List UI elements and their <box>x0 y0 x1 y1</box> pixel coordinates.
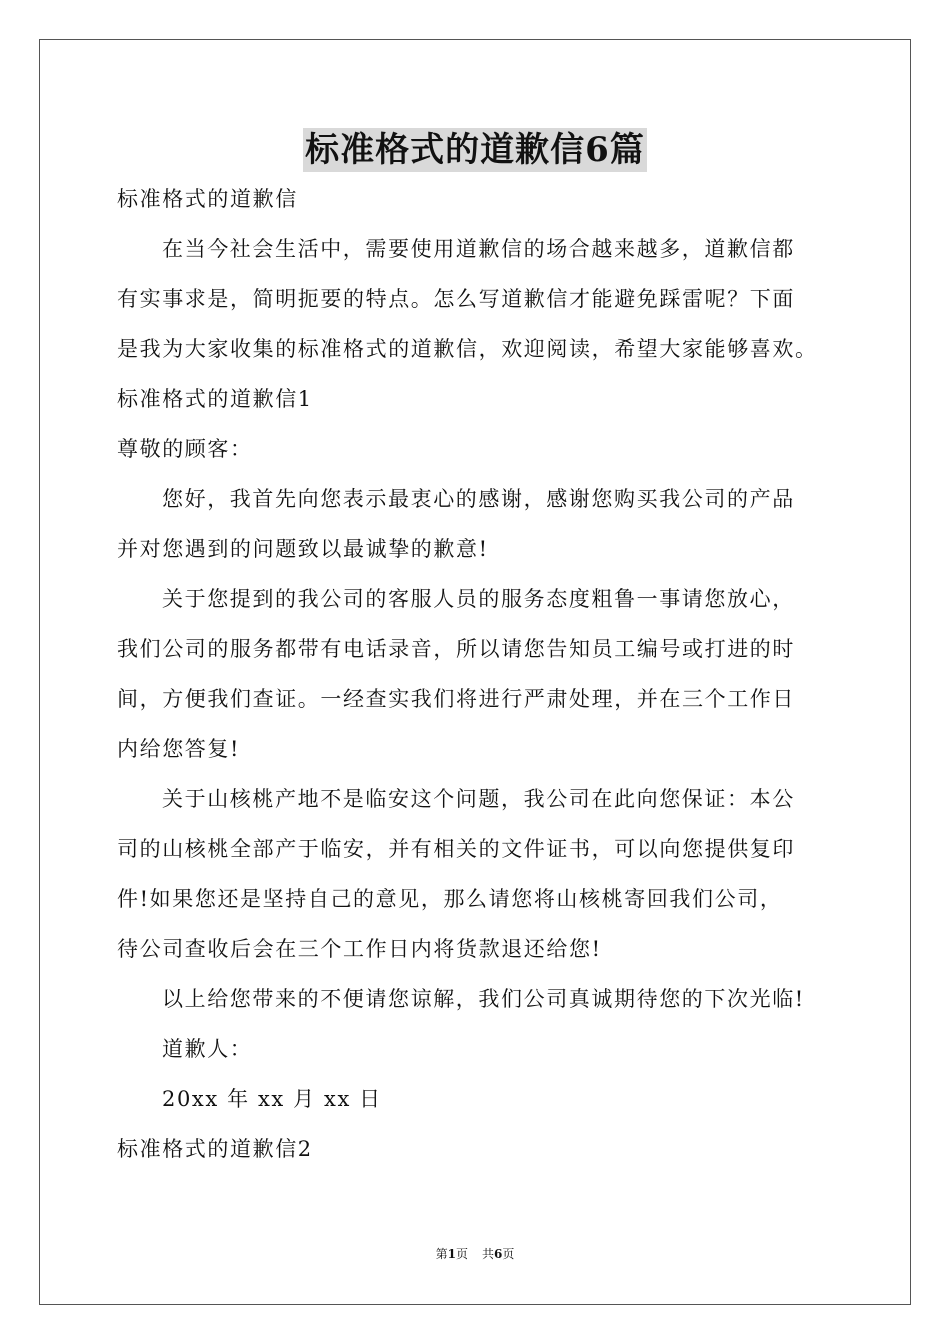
paragraph-line: 件!如果您还是坚持自己的意见，那么请您将山核桃寄回我们公司， <box>117 887 783 911</box>
section-heading: 标准格式的道歉信2 <box>117 1137 313 1161</box>
paragraph-line: 有实事求是，简明扼要的特点。怎么写道歉信才能避免踩雷呢？下面 <box>117 287 795 311</box>
section-heading: 标准格式的道歉信 <box>117 187 298 211</box>
paragraph-line: 并对您遇到的问题致以最诚挚的歉意! <box>117 537 489 561</box>
paragraph-line: 关于山核桃产地不是临安这个问题，我公司在此向您保证：本公 <box>162 787 795 811</box>
document-title: 标准格式的道歉信6篇 <box>305 130 645 170</box>
section-heading: 标准格式的道歉信1 <box>117 387 313 411</box>
total-prefix: 共 <box>482 1247 495 1261</box>
page-border <box>39 39 911 1305</box>
paragraph-line: 以上给您带来的不便请您谅解，我们公司真诚期待您的下次光临! <box>162 987 805 1011</box>
total-suffix: 页 <box>502 1247 515 1261</box>
paragraph-line: 待公司查收后会在三个工作日内将货款退还给您! <box>117 937 602 961</box>
signature-label: 道歉人： <box>162 1037 253 1061</box>
paragraph-line: 在当今社会生活中，需要使用道歉信的场合越来越多，道歉信都 <box>162 237 795 261</box>
page-number: 1 <box>447 1247 456 1261</box>
paragraph-line: 关于您提到的我公司的客服人员的服务态度粗鲁一事请您放心， <box>162 587 795 611</box>
paragraph-line: 司的山核桃全部产于临安，并有相关的文件证书，可以向您提供复印 <box>117 837 795 861</box>
total-pages: 6 <box>494 1247 503 1261</box>
paragraph-line: 间，方便我们查证。一经查实我们将进行严肃处理，并在三个工作日 <box>117 687 795 711</box>
page-suffix: 页 <box>455 1247 468 1261</box>
paragraph-line: 我们公司的服务都带有电话录音，所以请您告知员工编号或打进的时 <box>117 637 795 661</box>
salutation: 尊敬的顾客： <box>117 437 253 461</box>
page-prefix: 第 <box>435 1247 448 1261</box>
paragraph-line: 是我为大家收集的标准格式的道歉信，欢迎阅读，希望大家能够喜欢。 <box>117 337 818 361</box>
paragraph-line: 您好，我首先向您表示最衷心的感谢，感谢您购买我公司的产品 <box>162 487 795 511</box>
page-footer <box>0 1246 950 1262</box>
date-line: 20xx 年 xx 月 xx 日 <box>162 1087 382 1111</box>
title-container <box>0 128 950 172</box>
paragraph-line: 内给您答复! <box>117 737 241 761</box>
